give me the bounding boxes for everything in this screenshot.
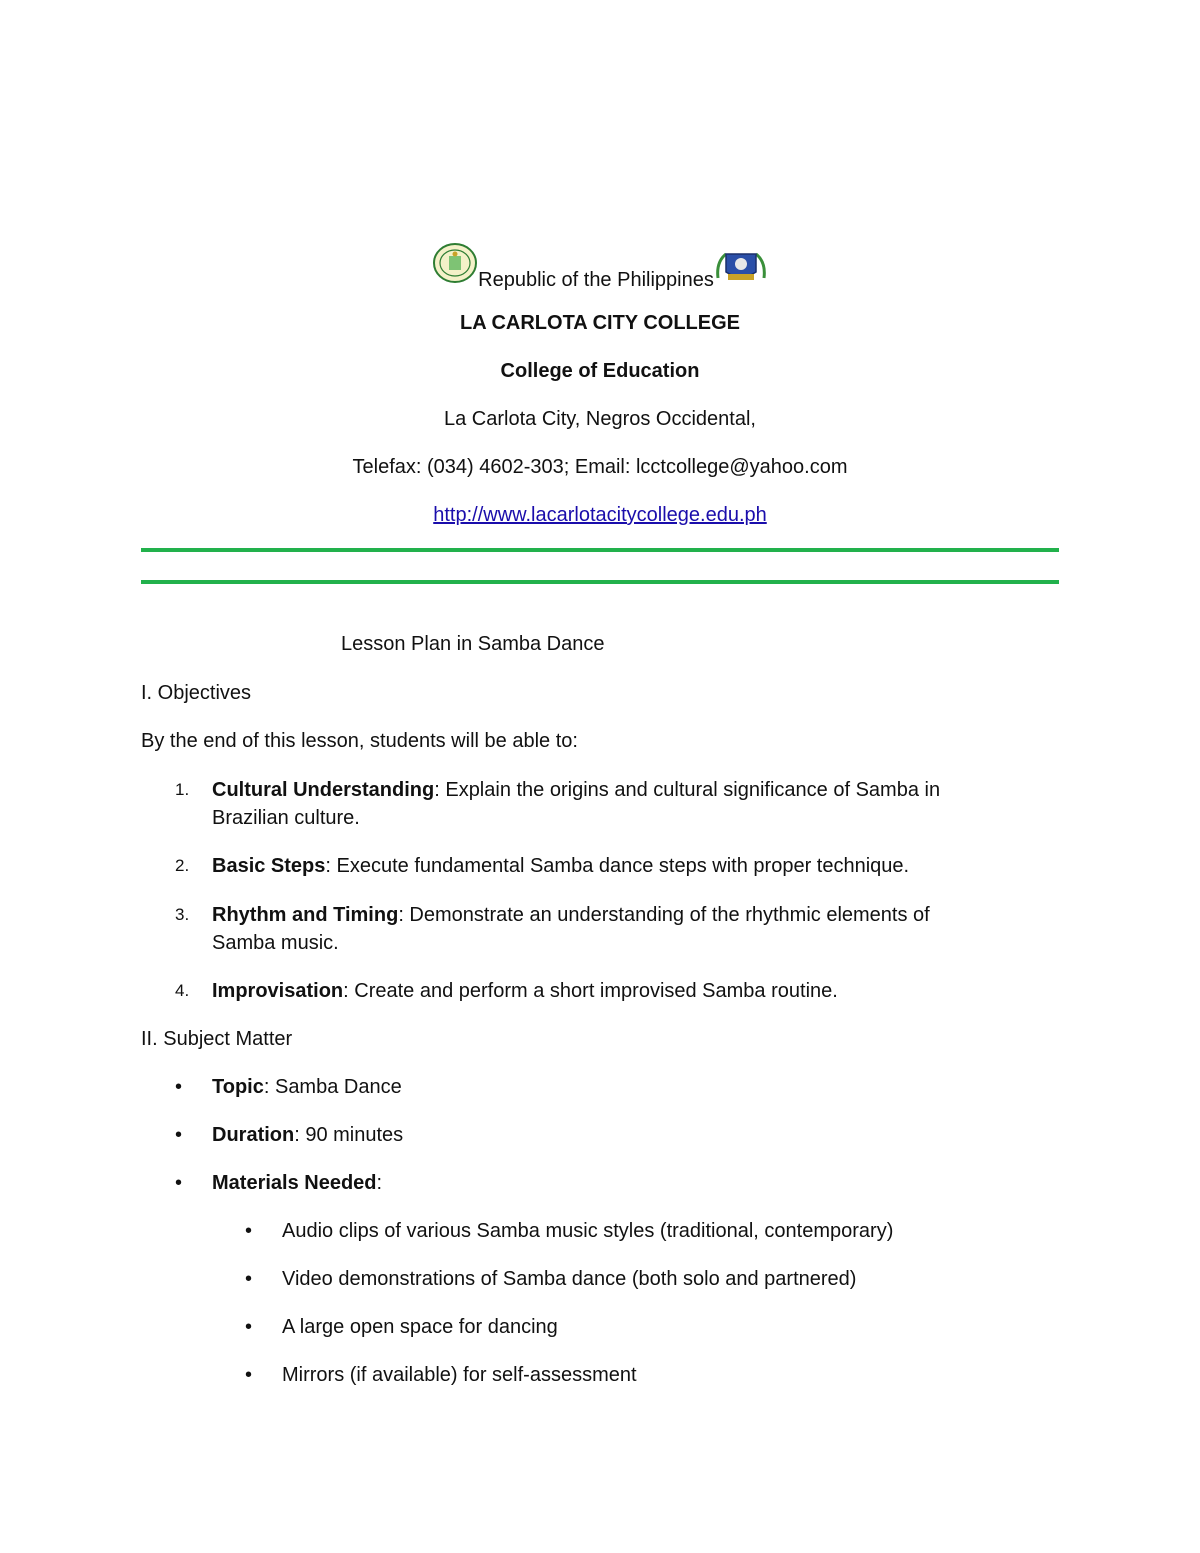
green-divider-top: [141, 548, 1059, 552]
objective-item: [212, 977, 1012, 1005]
objective-term: Basic Steps: [212, 855, 326, 877]
bullet-icon: •: [245, 1268, 253, 1290]
objective-term: Improvisation: [212, 980, 344, 1002]
objective-item: [212, 852, 1012, 880]
lesson-title: Lesson Plan in Samba Dance: [341, 633, 605, 655]
objective-item: [212, 901, 1012, 929]
subject-heading: II. Subject Matter: [141, 1028, 293, 1050]
objective-text: : Create and perform a short improvised Samba routine.: [343, 980, 838, 1002]
objectives-intro: By the end of this lesson, students will be able to:: [141, 730, 578, 752]
bullet-icon: •: [175, 1124, 183, 1146]
bullet-icon: •: [245, 1220, 253, 1242]
bullet-icon: •: [245, 1316, 253, 1338]
objective-number: 1.: [175, 780, 190, 799]
republic-text: Republic of the Philippines: [478, 269, 714, 291]
material-item: Video demonstrations of Samba dance (both solo and partnered): [282, 1268, 857, 1290]
material-item: Mirrors (if available) for self-assessment: [282, 1364, 637, 1386]
material-item: Audio clips of various Samba music styles (traditional, contemporary): [282, 1220, 894, 1242]
subject-item: [212, 1073, 1012, 1101]
objective-term: Cultural Understanding: [212, 779, 435, 801]
material-item: A large open space for dancing: [282, 1316, 558, 1338]
subject-item: [212, 1121, 1012, 1149]
objective-text-continued: Brazilian culture.: [212, 807, 360, 829]
subject-text: :: [376, 1172, 383, 1194]
subject-term: Materials Needed: [212, 1172, 377, 1194]
subject-term: Topic: [212, 1076, 264, 1098]
college-name: LA CARLOTA CITY COLLEGE: [460, 312, 740, 334]
objective-text: : Execute fundamental Samba dance steps with proper technique.: [325, 855, 910, 877]
objective-term: Rhythm and Timing: [212, 904, 399, 926]
website-line: [0, 503, 1200, 527]
objective-number: 2.: [175, 856, 190, 875]
bullet-icon: •: [175, 1172, 183, 1194]
college-seal-left-icon: [432, 242, 478, 284]
subject-text: : 90 minutes: [294, 1124, 404, 1146]
contact-line: Telefax: (034) 4602-303; Email: lcctcollege@yahoo.com: [352, 456, 848, 478]
republic-line: [0, 242, 1200, 291]
objective-item: [212, 776, 1012, 804]
objective-text-continued: Samba music.: [212, 932, 339, 954]
college-seal-right-icon: [714, 248, 768, 284]
department-name: College of Education: [500, 360, 700, 382]
bullet-icon: •: [245, 1364, 253, 1386]
address-line: La Carlota City, Negros Occidental,: [444, 408, 756, 430]
objective-number: 3.: [175, 905, 190, 924]
bullet-icon: •: [175, 1076, 183, 1098]
subject-item: [212, 1169, 1012, 1197]
subject-term: Duration: [212, 1124, 295, 1146]
green-divider-bottom: [141, 580, 1059, 584]
objective-text: : Demonstrate an understanding of the rhythmic elements of: [398, 904, 930, 926]
objective-number: 4.: [175, 981, 190, 1000]
subject-text: : Samba Dance: [263, 1076, 402, 1098]
objective-text: : Explain the origins and cultural significance of Samba in: [434, 779, 941, 801]
website-link[interactable]: http://www.lacarlotacitycollege.edu.ph: [433, 504, 767, 526]
objectives-heading: I. Objectives: [141, 682, 252, 704]
